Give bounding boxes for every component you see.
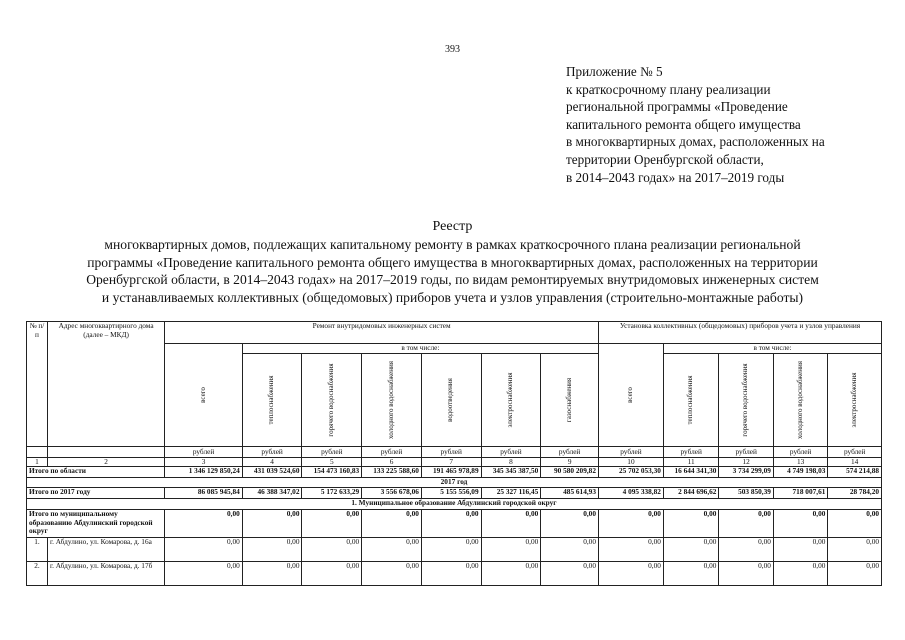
table-cell: 431 039 524,60 [242, 467, 302, 478]
header-repair-cold-water: холодного водоснабжения [362, 353, 422, 446]
registry-subtitle [20, 236, 885, 306]
table-cell: 0,00 [242, 562, 302, 586]
table-cell: 0,00 [773, 510, 827, 538]
unit-label: рублей [719, 446, 773, 457]
unit-label: рублей [481, 446, 541, 457]
table-cell: 0,00 [598, 538, 663, 562]
table-cell: 0,00 [828, 562, 882, 586]
row-address: г. Абдулино, ул. Комарова, д. 17б [47, 562, 164, 586]
table-cell: 28 784,20 [828, 488, 882, 499]
total-region-label: Итого по области [27, 467, 165, 478]
unit-label: рублей [362, 446, 422, 457]
table-cell: 503 850,39 [719, 488, 773, 499]
municipality-title: 1. Муниципальное образование Абдулинский городской округ [27, 499, 882, 510]
header-repair-hot-water: горячего водоснабжения [302, 353, 362, 446]
table-cell: 0,00 [481, 562, 541, 586]
table-cell: 133 225 588,60 [362, 467, 422, 478]
table-cell: 0,00 [541, 538, 599, 562]
page-number: 393 [445, 44, 460, 55]
year-label: 2017 год [27, 478, 882, 488]
appendix-line: в 2014–2043 годах» на 2017–2019 годы [566, 169, 785, 185]
row-number: 1. [27, 538, 48, 562]
column-number: 11 [663, 457, 719, 467]
table-cell: 0,00 [541, 510, 599, 538]
table-cell: 0,00 [719, 538, 773, 562]
appendix-line: Приложение № 5 [566, 64, 663, 79]
table-cell: 46 388 347,02 [242, 488, 302, 499]
table-cell: 16 644 341,30 [663, 467, 719, 478]
header-meters-cold-water: холодного водоснабжения [773, 353, 827, 446]
column-number: 2 [47, 457, 164, 467]
column-number: 1 [27, 457, 48, 467]
appendix-line: территории Оренбургской области, [566, 151, 764, 167]
municipality-total-label: Итого по муниципальному образованию Абдулинский городской округ [27, 510, 165, 538]
table-cell: 25 702 053,30 [598, 467, 663, 478]
unit-label: рублей [773, 446, 827, 457]
unit-label: рублей [663, 446, 719, 457]
column-number: 6 [362, 457, 422, 467]
unit-label: рублей [302, 446, 362, 457]
header-meters-hot-water: горячего водоснабжения [719, 353, 773, 446]
table-cell: 0,00 [663, 510, 719, 538]
table-cell: 86 085 945,84 [165, 488, 243, 499]
unit-label: рублей [828, 446, 882, 457]
column-number: 3 [165, 457, 243, 467]
municipality-total-row [27, 510, 882, 538]
registry-subtitle-line: программы «Проведение капитального ремонта общего имущества в многоквартирных домах, расположенных на территории [87, 254, 818, 270]
table-cell: 0,00 [773, 538, 827, 562]
table-cell: 2 844 696,62 [663, 488, 719, 499]
table-cell: 0,00 [481, 538, 541, 562]
header-repair-gas: газоснабжения [541, 353, 599, 446]
table-cell: 0,00 [541, 562, 599, 586]
table-cell: 345 345 387,50 [481, 467, 541, 478]
table-row [27, 538, 882, 562]
table-cell: 0,00 [719, 510, 773, 538]
header-repair-drainage: водоотведения [421, 353, 481, 446]
column-number: 14 [828, 457, 882, 467]
header-repair-heating: теплоснабжения [242, 353, 302, 446]
table-cell: 0,00 [663, 562, 719, 586]
column-number: 4 [242, 457, 302, 467]
total-region-row [27, 467, 882, 478]
column-number: 10 [598, 457, 663, 467]
registry-title: Реестр [432, 219, 473, 234]
header-meters-total: всего [598, 344, 663, 447]
header-repair-including: в том числе: [242, 344, 598, 354]
header-meters-including: в том числе: [663, 344, 881, 354]
table-cell: 0,00 [302, 510, 362, 538]
table-cell: 0,00 [719, 562, 773, 586]
table-row [27, 562, 882, 586]
table-cell: 0,00 [828, 538, 882, 562]
header-no: № п/п [27, 322, 48, 447]
header-meters-heating: теплоснабжения [663, 353, 719, 446]
registry-subtitle-line: и устанавливаемых коллективных (общедомовых) приборов учета и узлов управления (строительно-монтажные работы) [101, 289, 804, 305]
table-cell: 574 214,88 [828, 467, 882, 478]
table-cell: 0,00 [302, 538, 362, 562]
table-cell: 0,00 [598, 562, 663, 586]
header-address: Адрес многоквартирного дома (далее – МКД) [47, 322, 164, 447]
header-repair-electricity: электроснабжения [481, 353, 541, 446]
table-cell: 0,00 [362, 510, 422, 538]
table-cell: 0,00 [302, 562, 362, 586]
appendix-line: региональной программы «Проведение [566, 99, 788, 115]
registry-subtitle-line: многоквартирных домов, подлежащих капитальному ремонту в рамках краткосрочного плана реализации региональной [104, 237, 801, 252]
table-cell: 90 580 209,82 [541, 467, 599, 478]
unit-label: рублей [165, 446, 243, 457]
header-repair-group: Ремонт внутридомовых инженерных систем [165, 322, 599, 344]
table-cell: 4 749 198,03 [773, 467, 827, 478]
table-cell: 0,00 [421, 562, 481, 586]
table-cell: 0,00 [165, 562, 243, 586]
table-cell: 191 465 978,89 [421, 467, 481, 478]
table-cell: 0,00 [481, 510, 541, 538]
unit-label: рублей [541, 446, 599, 457]
table-cell: 0,00 [598, 510, 663, 538]
table-cell: 3 734 299,09 [719, 467, 773, 478]
column-number: 5 [302, 457, 362, 467]
row-number: 2. [27, 562, 48, 586]
table-cell: 154 473 160,83 [302, 467, 362, 478]
header-meters-electricity: электроснабжения [828, 353, 882, 446]
table-cell: 0,00 [242, 538, 302, 562]
unit-label: рублей [421, 446, 481, 457]
table-cell: 0,00 [362, 538, 422, 562]
appendix-line: в многоквартирных домах, расположенных на [566, 134, 825, 150]
table-cell: 0,00 [242, 510, 302, 538]
table-cell: 485 614,93 [541, 488, 599, 499]
unit-label: рублей [598, 446, 663, 457]
table-cell: 0,00 [421, 510, 481, 538]
table-cell: 0,00 [165, 538, 243, 562]
table-cell: 4 095 338,82 [598, 488, 663, 499]
table-cell: 3 556 678,06 [362, 488, 422, 499]
column-number: 8 [481, 457, 541, 467]
column-number: 13 [773, 457, 827, 467]
table-cell: 0,00 [421, 538, 481, 562]
table-cell: 5 155 556,09 [421, 488, 481, 499]
appendix-line: капитального ремонта общего имущества [566, 116, 801, 132]
total-year-label: Итого по 2017 году [27, 488, 165, 499]
header-meters-group: Установка коллективных (общедомовых) приборов учета и узлов управления [598, 322, 881, 344]
column-number: 7 [421, 457, 481, 467]
registry-subtitle-line: Оренбургской области, в 2014–2043 годах» на 2017–2019 годы, по видам ремонтируемых внутридомовых инженерных систем [86, 272, 819, 288]
table-cell: 25 327 116,45 [481, 488, 541, 499]
table-cell: 718 007,61 [773, 488, 827, 499]
header-repair-total: всего [165, 344, 243, 447]
column-number: 12 [719, 457, 773, 467]
appendix-block [566, 63, 825, 186]
table-cell: 0,00 [663, 538, 719, 562]
table-cell: 0,00 [165, 510, 243, 538]
appendix-line: к краткосрочному плану реализации [566, 81, 771, 97]
table-cell: 5 172 633,29 [302, 488, 362, 499]
table-cell: 0,00 [828, 510, 882, 538]
table-cell: 1 346 129 850,24 [165, 467, 243, 478]
table-cell: 0,00 [773, 562, 827, 586]
total-year-row [27, 488, 882, 499]
table-cell: 0,00 [362, 562, 422, 586]
registry-table [26, 321, 882, 586]
unit-label: рублей [242, 446, 302, 457]
column-numbers-row [27, 457, 882, 467]
row-address: г. Абдулино, ул. Комарова, д. 16а [47, 538, 164, 562]
column-number: 9 [541, 457, 599, 467]
